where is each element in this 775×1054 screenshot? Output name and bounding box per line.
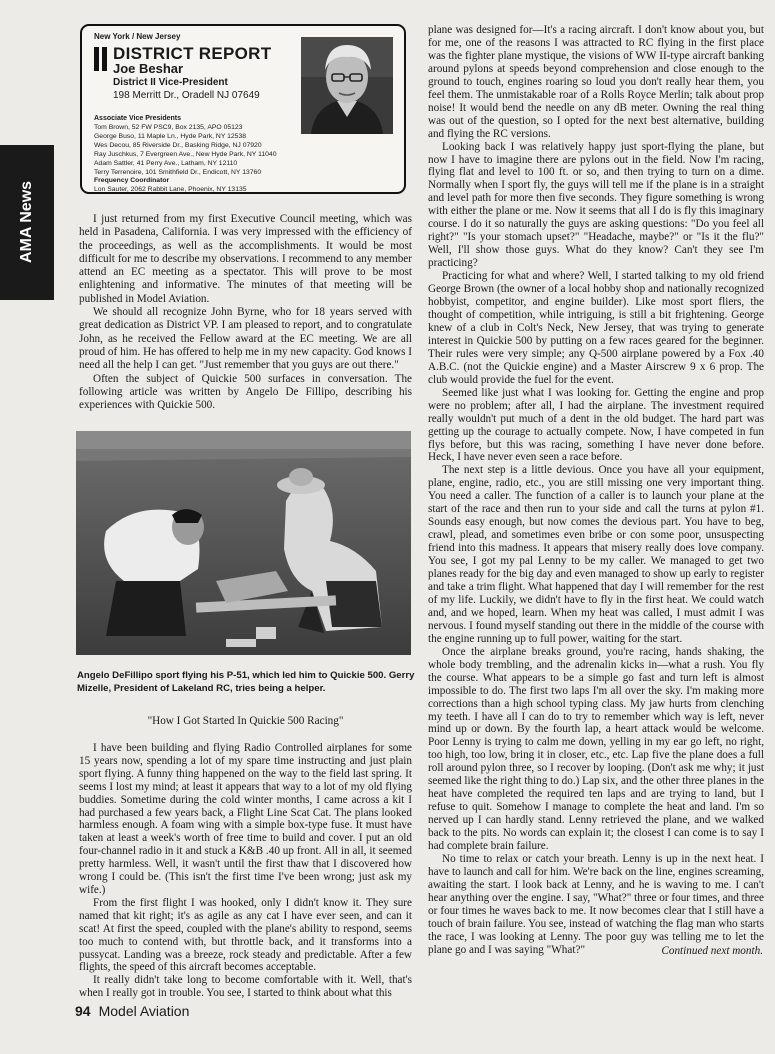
district-roman-numeral-icon	[94, 47, 108, 71]
paragraph: Once the airplane breaks ground, you're racing, hands shaking, the whole body trembling, and the adrenalin kicks in—what a rush. You fly the course. What appears to be a simple go fast and turn left is almost impossible to do. The first two laps I'm all over the sky. I'm making more corrections than a high school typing class. My jaw hurts from clenching my teeth. I have all I can do to try to remember which way is left, never mind up or down. By the fourth lap, a heart attack would be welcome. Poor Lenny is trying to calm me down, yelling in my ear go left, no right, too high, too low, bring it in closer, etc., etc. Lap five the plane does a full roll around pylon three, so I recover by looping. (Don't ask me why; it just seemed like the right thing to do.) Lap six, and the other three planes in the heat have completed the required ten laps and are trying to land, but I refuse to quit. Somehow I manage to complete the heat and land. I'm so nerved up I can hardly stand. Lenny retrieved the plane, and we walked back to the pits. No words can explain it; the closest I can come is to say I had complete brain failure.	[428, 645, 764, 853]
district-report-box	[80, 24, 406, 194]
freq-heading: Frequency Coordinator	[94, 177, 170, 185]
vp-role: District II Vice-President	[113, 77, 228, 88]
paragraph: Looking back I was relatively happy just sport-flying the plane, but now I have to imagine there are pylons out in the field. Now I'm racing, flying flat and level to 100 ft. or so, and then trying to turn on a dime. Normally when I sport fly, the guys will tell me if the plane is in a straight and level path for more then five seconds. They figure something is wrong with either the plane or me. Now it seems that all I do is fly this imaginary course. I do it so naturally the guys are asking questions: "Do you feel all right?" "Is your stomach upset?" "Headache, maybe?" or "Is it the flu?" Well, I'll show those guys. What do they know? Can't they see I'm practicing?	[428, 140, 764, 270]
paragraph: plane was designed for—It's a racing aircraft. I don't know about you, but for me, one of the reasons I was attracted to RC flying in the first place was the fighter plane mystique, the visions of WW II-type aircraft banking around pylons at speeds beyond comprehension and close enough to the ground to touch, engines roaring so loud you don't really hear them, you feel them. The unmistakable roar of a Rolls Royce Merlin; talk about prop noise! It would bend the needle on any dB meter. Owning the real thing was out of the question, so I opted for the next best alternative, building and flying the RC versions.	[428, 24, 764, 140]
paragraph: Seemed like just what I was looking for. Getting the engine and prop were no problem; after all, I had the airplane. The investment required really wouldn't put much of a dent in the old budget. The hard part was getting up the courage to actually compete. Now, I have competed in fun flys before, but this was racing, something I have never done before. Heck, I have never even seen a race before.	[428, 386, 764, 464]
avp-heading: Associate Vice Presidents	[94, 115, 182, 122]
magazine-name: Model Aviation	[98, 1003, 190, 1019]
district-report-title: DISTRICT REPORT	[113, 44, 272, 63]
paragraph: No time to relax or catch your breath. Lenny is up in the next heat. I have to launch and call for him. We're back on the line, engines screaming, awaiting the start. I look back at Lenny, and he is waving to me. I can't hear anything over the engine. I say, "What?" three or four times, and three or four times he waves back to me. It now becomes clear that I still have a touch of brain failure. You see, instead of watching the flag man who starts the race, I was looking at Lenny. The poor guy was telling me to let the plane go and I was saying "What?"	[428, 853, 764, 956]
paragraph: It really didn't take long to become comfortable with it. Well, that's when I really got in trouble. You see, I started to think about what this	[79, 974, 412, 1000]
paragraph: Practicing for what and where? Well, I started talking to my old friend George Brown (the owner of a local hobby shop and nationally recognized hobbyist, competitor, and engine builder). Like most sport fliers, the thought of competition, while intriguing, is still a bit frightening. George knew of a club in Colt's Neck, New Jersey, that was trying to generate interest in Quickie 500 by putting on a few races geared for the beginner. Their rules were very simple; any Q-500 airplane powered by a Fox .40 A.B.C. (not the Quickie engine) and a Master Airscrew 9 x 6 prop. The club would provide the fuel for the event.	[428, 270, 764, 386]
paragraph: Often the subject of Quickie 500 surfaces in conversation. The following article was written by Angelo De Fillipo, describing his experiences with Quickie 500.	[79, 372, 412, 412]
freq-coordinator: Lon Sauter, 2062 Rabbit Lane, Phoenix, NY 13135	[94, 186, 247, 194]
article-left-column	[79, 742, 412, 1000]
photo-caption: Angelo DeFillipo sport flying his P-51, which led him to Quickie 500. Gerry Mizelle, President of Lakeland RC, tries being a helper.	[77, 670, 415, 694]
section-tab	[0, 145, 54, 300]
paragraph: I just returned from my first Executive Council meeting, which was held in Pasadena, California. I was very impressed with the efficiency of the proceedings, as well as the accomplishments. It would be most difficult for me to describe my observations. I recommend to any member attend an EC meeting as a spectator. This will prove to be most enlightening and informative. The minutes of that meeting will be published in Model Aviation.	[79, 213, 412, 305]
avp-entry: Wes Decou, 85 Riverside Dr., Basking Ridge, NJ 07920	[94, 141, 262, 149]
paragraph: From the first flight I was hooked, only I didn't know it. They sure named that kit right; it's as agile as any cat I have ever seen, and can it scat! At first the speed, coupled with the plane's ability to respond, seems too much to contend with, but throttle back, and it transforms into a pussycat. Landing was a breeze, rock steady and predictable. After a few flights, the speed of this aircraft becomes acceptable.	[79, 896, 412, 974]
vp-portrait	[301, 37, 393, 134]
avp-entry: Tom Brown, 52 FW PSC9, Box 2135, APO 05123	[94, 124, 243, 131]
continued-note: Continued next month.	[661, 945, 763, 957]
article-title: "How I Got Started In Quickie 500 Racing"	[147, 715, 344, 727]
vp-address: 198 Merritt Dr., Oradell NJ 07649	[113, 90, 260, 101]
paragraph: The next step is a little devious. Once you have all your equipment, plane, engine, radio, etc., you are still missing one very important thing. You need a caller. The function of a caller is to launch your plane at the start of the race and then run to your side and call the turns at pylon #1. Sounds easy enough, but now comes the devious part. You have to beg, crawl, plead, and sometimes even bribe or con some poor, unsuspecting friend into this madness. It appears that misery really does love company. You see, I got my pal Lenny to be my caller. We managed to get two planes ready for the big day and even managed to show up early to register and take a trim flight. What happened that day I will remember for the rest of my life. Luckily, we didn't have to fly in the first heat. We could watch and, and we hoped, learn. When my heat was called, I must admit I was nervous. I found myself standing out there in the middle of the course with the engine running up to full power, waiting for the start.	[428, 464, 764, 645]
paragraph: We should all recognize John Byrne, who for 18 years served with great dedication as District VP. I am pleased to report, and to congratulate John, as he received the Fellow award at the EC meeting. We are all proud of him. He has offered to help me in my new capacity. God knows I need all the help I can get. "Just remember that you guys are out there."	[79, 306, 412, 372]
article-photo	[76, 431, 411, 655]
avp-list	[94, 124, 276, 195]
avp-entry: Adam Sattler, 41 Perry Ave., Latham, NY 12110	[94, 159, 238, 167]
page-number: 94	[75, 1003, 91, 1019]
paragraph: I have been building and flying Radio Controlled airplanes for some 15 years now, spending a lot of my spare time instructing and just plain sport flying. A funny thing happened on the way to the field last spring. It seems I lost my mind; at least it appears that way to a lot of my old flying buddies. Sometime during the cold winter months, I came across a kit I had purchased a few years back, a Flight Line Scat Cat. The plans looked harmless enough. A foam wing with a simple box-type fuse. It must have taken at least a week's worth of free time to build and cover. I put an old four-channel radio in it and stuck a K&B .40 up front. All in all, it seemed pretty harmless. Well, it wasn't until the first thaw that I discovered how wrong I could be. (This isn't the first time I've been wrong; just ask my wife.)	[79, 742, 412, 896]
avp-entry: George Buso, 11 Maple Ln., Hyde Park, NY 12538	[94, 132, 247, 140]
vp-name: Joe Beshar	[113, 61, 184, 76]
intro-column	[79, 213, 412, 412]
avp-entry: Terry Terrenoire, 101 Smithfield Dr., Endicott, NY 13760	[94, 168, 262, 176]
page-footer	[75, 1003, 189, 1019]
article-right-column	[428, 24, 764, 957]
district-region: New York / New Jersey	[94, 32, 181, 41]
section-tab-label: AMA News	[18, 180, 35, 264]
avp-entry: Ray Juschkus, 7 Evergreen Ave., New Hyde Park, NY 11040	[94, 150, 277, 158]
